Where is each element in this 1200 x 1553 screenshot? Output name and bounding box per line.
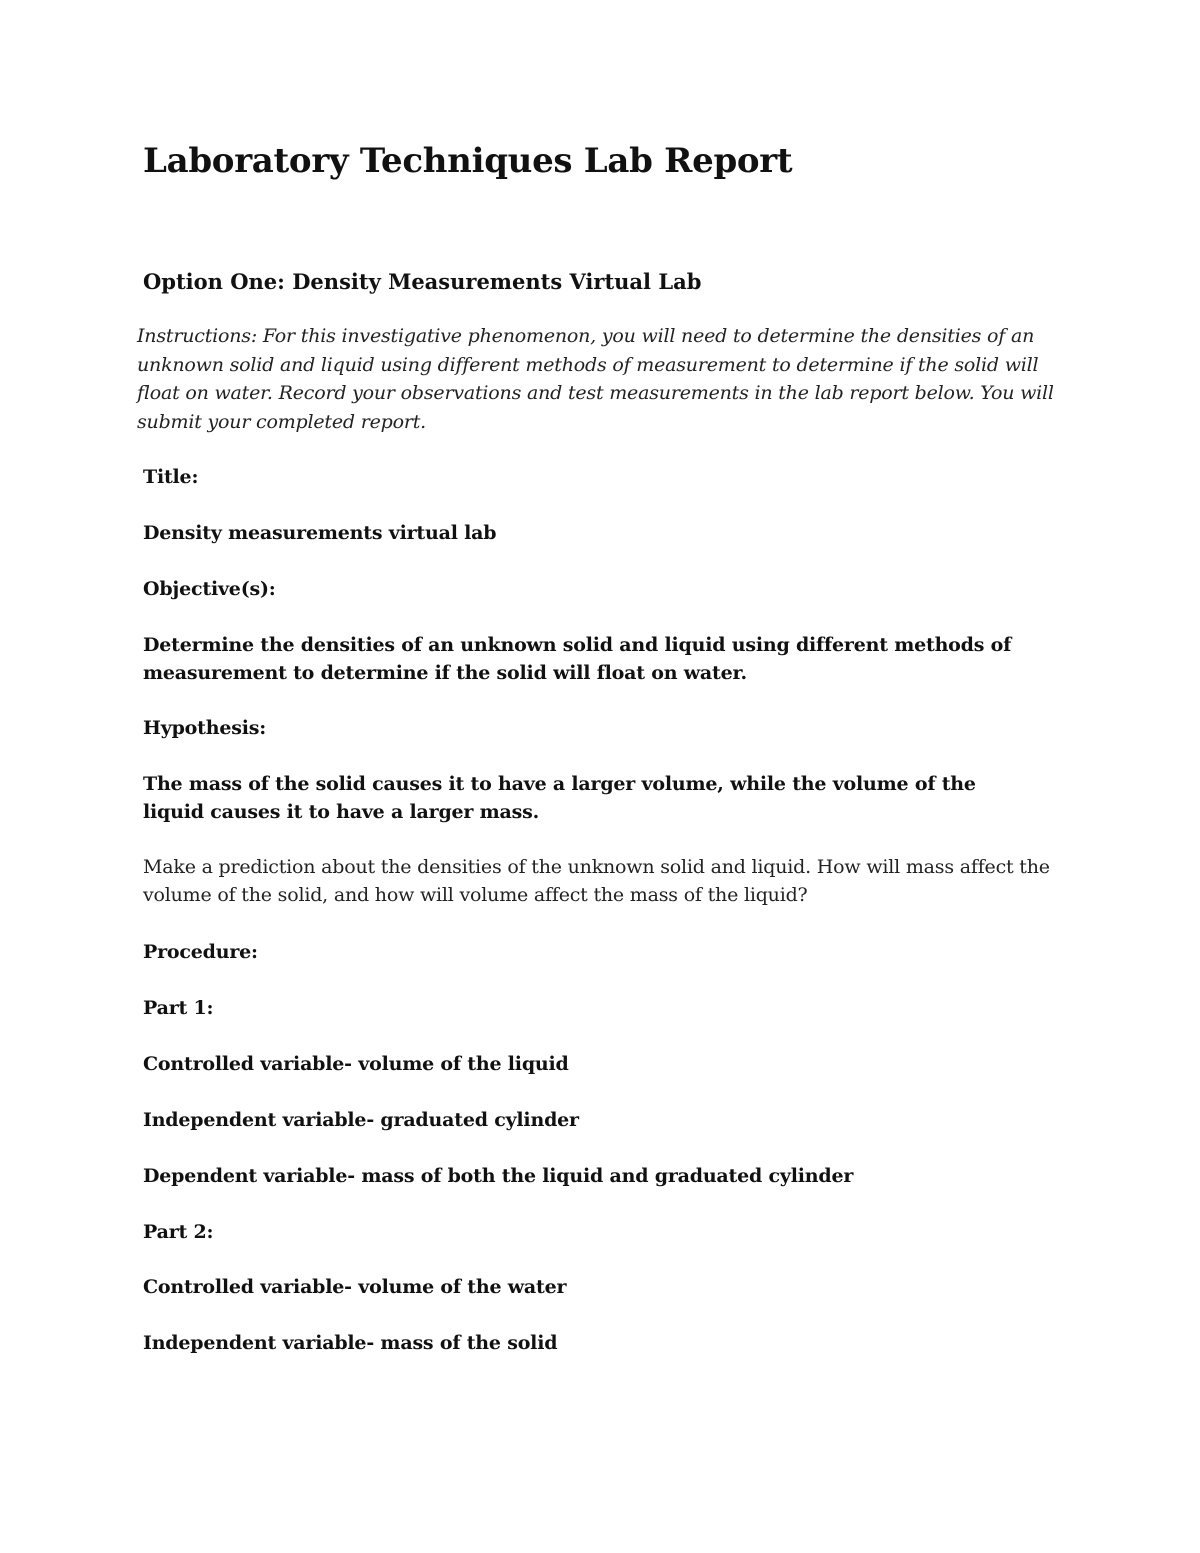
document-title: Laboratory Techniques Lab Report xyxy=(143,141,793,181)
objective-value: Determine the densities of an unknown solid and liquid using different methods of measurement to determine if the solid will float on water. xyxy=(143,634,1012,684)
instructions-paragraph: Instructions: For this investigative phenomenon, you will need to determine the densities of an unknown solid and liquid using different methods of measurement to determine if the solid will float on water. Record your observations and test measurements in the lab report below. You will submit your completed report. xyxy=(137,325,1054,433)
hypothesis-value: The mass of the solid causes it to have a larger volume, while the volume of the liquid causes it to have a larger mass. xyxy=(143,773,976,823)
part1-dependent-variable: Dependent variable- mass of both the liquid and graduated cylinder xyxy=(143,1165,854,1187)
title-value: Density measurements virtual lab xyxy=(143,522,497,544)
part2-label: Part 2: xyxy=(143,1221,214,1243)
objective-label: Objective(s): xyxy=(143,578,276,600)
part1-independent-variable: Independent variable- graduated cylinder xyxy=(143,1109,579,1131)
part2-independent-variable: Independent variable- mass of the solid xyxy=(143,1332,558,1354)
section-heading: Option One: Density Measurements Virtual Lab xyxy=(143,269,702,294)
part2-controlled-variable: Controlled variable- volume of the water xyxy=(143,1276,567,1298)
title-label: Title: xyxy=(143,466,199,488)
part1-label: Part 1: xyxy=(143,997,214,1019)
hypothesis-prompt: Make a prediction about the densities of the unknown solid and liquid. How will mass affect the volume of the solid, and how will volume affect the mass of the liquid? xyxy=(143,856,1050,906)
procedure-label: Procedure: xyxy=(143,941,258,963)
hypothesis-label: Hypothesis: xyxy=(143,717,267,739)
part1-controlled-variable: Controlled variable- volume of the liquid xyxy=(143,1053,569,1075)
